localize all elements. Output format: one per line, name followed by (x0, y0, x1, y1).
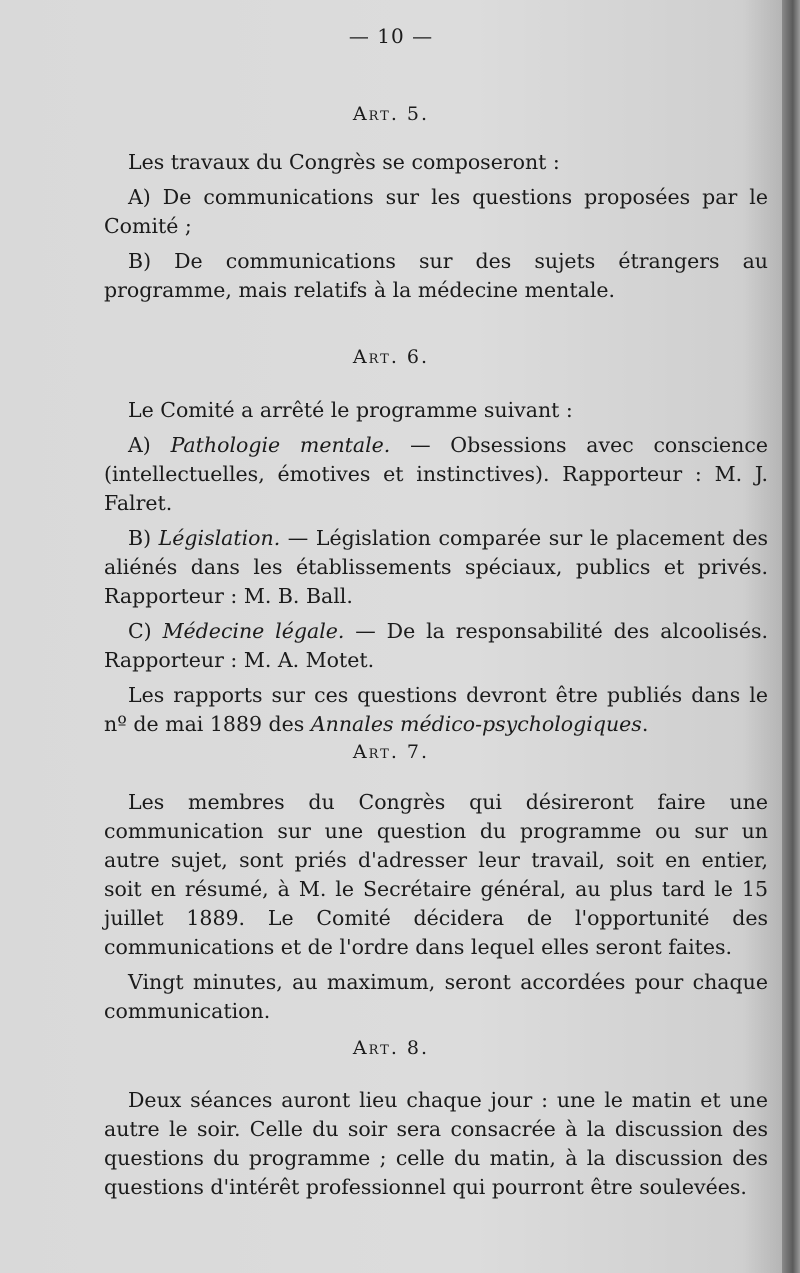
item-b-text: — Législation comparée sur le placement des aliénés dans les établissements spéciaux, publics et privés. Rapporteur : M. B. Ball. (104, 526, 768, 608)
item-b-title: Législation. (158, 526, 281, 550)
reports-text: Les rapports sur ces questions devront être publiés dans le nº de mai 1889 des (104, 683, 768, 736)
article-5-item-a: A) De communications sur les questions proposées par le Comité ; (104, 185, 768, 238)
item-a-title: Pathologie mentale. (170, 433, 391, 457)
article-6-body (104, 396, 768, 745)
item-c-label: C) (128, 619, 152, 643)
item-a-label: A) (128, 433, 151, 457)
item-c-title: Médecine légale. (162, 619, 345, 643)
page-number: — 10 — (348, 24, 434, 48)
article-8-body (104, 1086, 768, 1208)
article-6-item-a (104, 431, 768, 518)
article-7-paragraph-1: Les membres du Congrès qui désireront faire une communication sur une question du programme ou sur un autre sujet, sont priés d'adresser leur travail, soit en entier, soit en résumé, à M. le Secrétaire général, au plus tard le 15 juillet 1889. Le Comité décidera de l'opportunité des communications et de l'ordre dans lequel elles seront faites. (104, 790, 768, 959)
article-6-heading: Art. 6. (352, 346, 430, 368)
article-6-intro: Le Comité a arrêté le programme suivant : (128, 398, 573, 422)
article-8-paragraph-1: Deux séances auront lieu chaque jour : une le matin et une autre le soir. Celle du soir sera consacrée à la discussion des questions du programme ; celle du matin, à la discussion des questions d'intérêt professionnel qui pourront être soulevées. (104, 1088, 768, 1199)
article-5-heading: Art. 5. (352, 103, 430, 125)
article-6-item-b (104, 524, 768, 611)
article-6-item-c (104, 617, 768, 675)
journal-title: Annales médico-psychologiques (310, 712, 642, 736)
article-5-intro: Les travaux du Congrès se composeront : (128, 150, 560, 174)
book-edge-shadow (782, 0, 800, 1273)
article-5-body (104, 148, 768, 311)
article-7-heading: Art. 7. (352, 741, 430, 763)
article-7-paragraph-2: Vingt minutes, au maximum, seront accordées pour chaque communication. (104, 970, 768, 1023)
item-b-label: B) (128, 526, 152, 550)
reports-end: . (641, 712, 649, 736)
item-a-text: — Obsessions avec conscience (intellectuelles, émotives et instinctives). Rapporteur : M. J. Falret. (104, 433, 768, 515)
article-6-reports (104, 681, 768, 739)
article-7-body (104, 788, 768, 1032)
article-8-heading: Art. 8. (352, 1037, 430, 1059)
item-c-text: — De la responsabilité des alcoolisés. Rapporteur : M. A. Motet. (104, 619, 768, 672)
article-5-item-b: B) De communications sur des sujets étrangers au programme, mais relatifs à la médecine mentale. (104, 249, 768, 302)
